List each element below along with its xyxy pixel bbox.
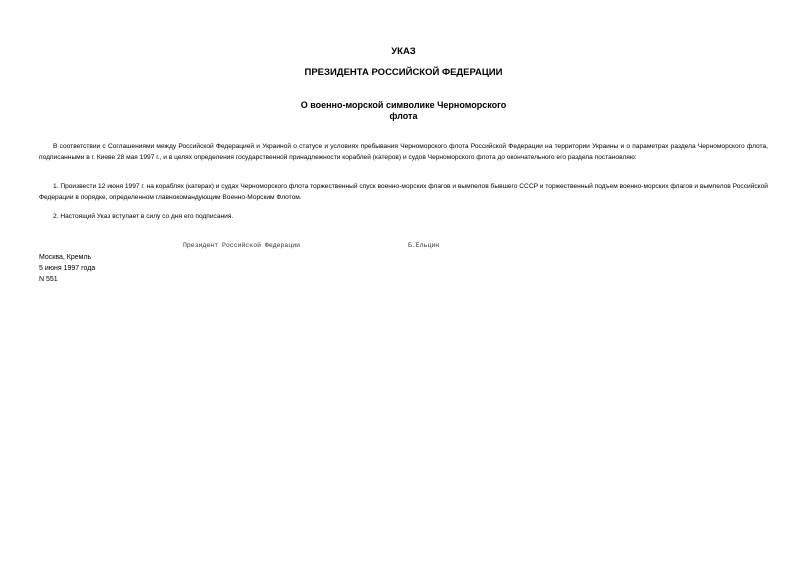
- clause-1-paragraph: 1. Произвести 12 июня 1997 г. на кораблях (катерах) и судах Черноморского флота торжественный спуск военно-морских флагов и вымпелов бывшего СССР и торжественный подъем военно-морских флагов и вымпелов Российской Федерации в порядке, определенном главнокомандующим Военно-Морским Флотом.: [39, 183, 768, 201]
- signing-date: 5 июня 1997 года: [39, 265, 96, 272]
- issuer-title: ПРЕЗИДЕНТА РОССИЙСКОЙ ФЕДЕРАЦИИ: [304, 67, 503, 78]
- signatory-name: Б.Ельцин: [408, 242, 440, 249]
- preamble-paragraph: В соответствии с Соглашениями между Российской Федерацией и Украиной о статусе и условиях пребывания Черноморского флота Российской Федерации на территории Украины и о параметрах раздела Черноморского флота, подписанными в г. Киеве 28 мая 1997 г., и в целях определения государственной принадлежности кораблей (катеров) и судов Черноморского флота до окончательного его раздела постановляю:: [39, 143, 768, 161]
- document-type-title: УКАЗ: [391, 46, 416, 57]
- document-footer: [39, 252, 95, 285]
- signatory-title: Президент Российской Федерации: [183, 242, 301, 249]
- document-heading: [250, 100, 557, 122]
- clause-2-paragraph: 2. Настоящий Указ вступает в силу со дня его подписания.: [53, 213, 234, 220]
- heading-line-1: О военно-морской символике Черноморского: [300, 100, 507, 110]
- signing-place: Москва, Кремль: [39, 254, 92, 261]
- document-number: N 551: [39, 276, 58, 283]
- heading-line-2: флота: [389, 111, 418, 121]
